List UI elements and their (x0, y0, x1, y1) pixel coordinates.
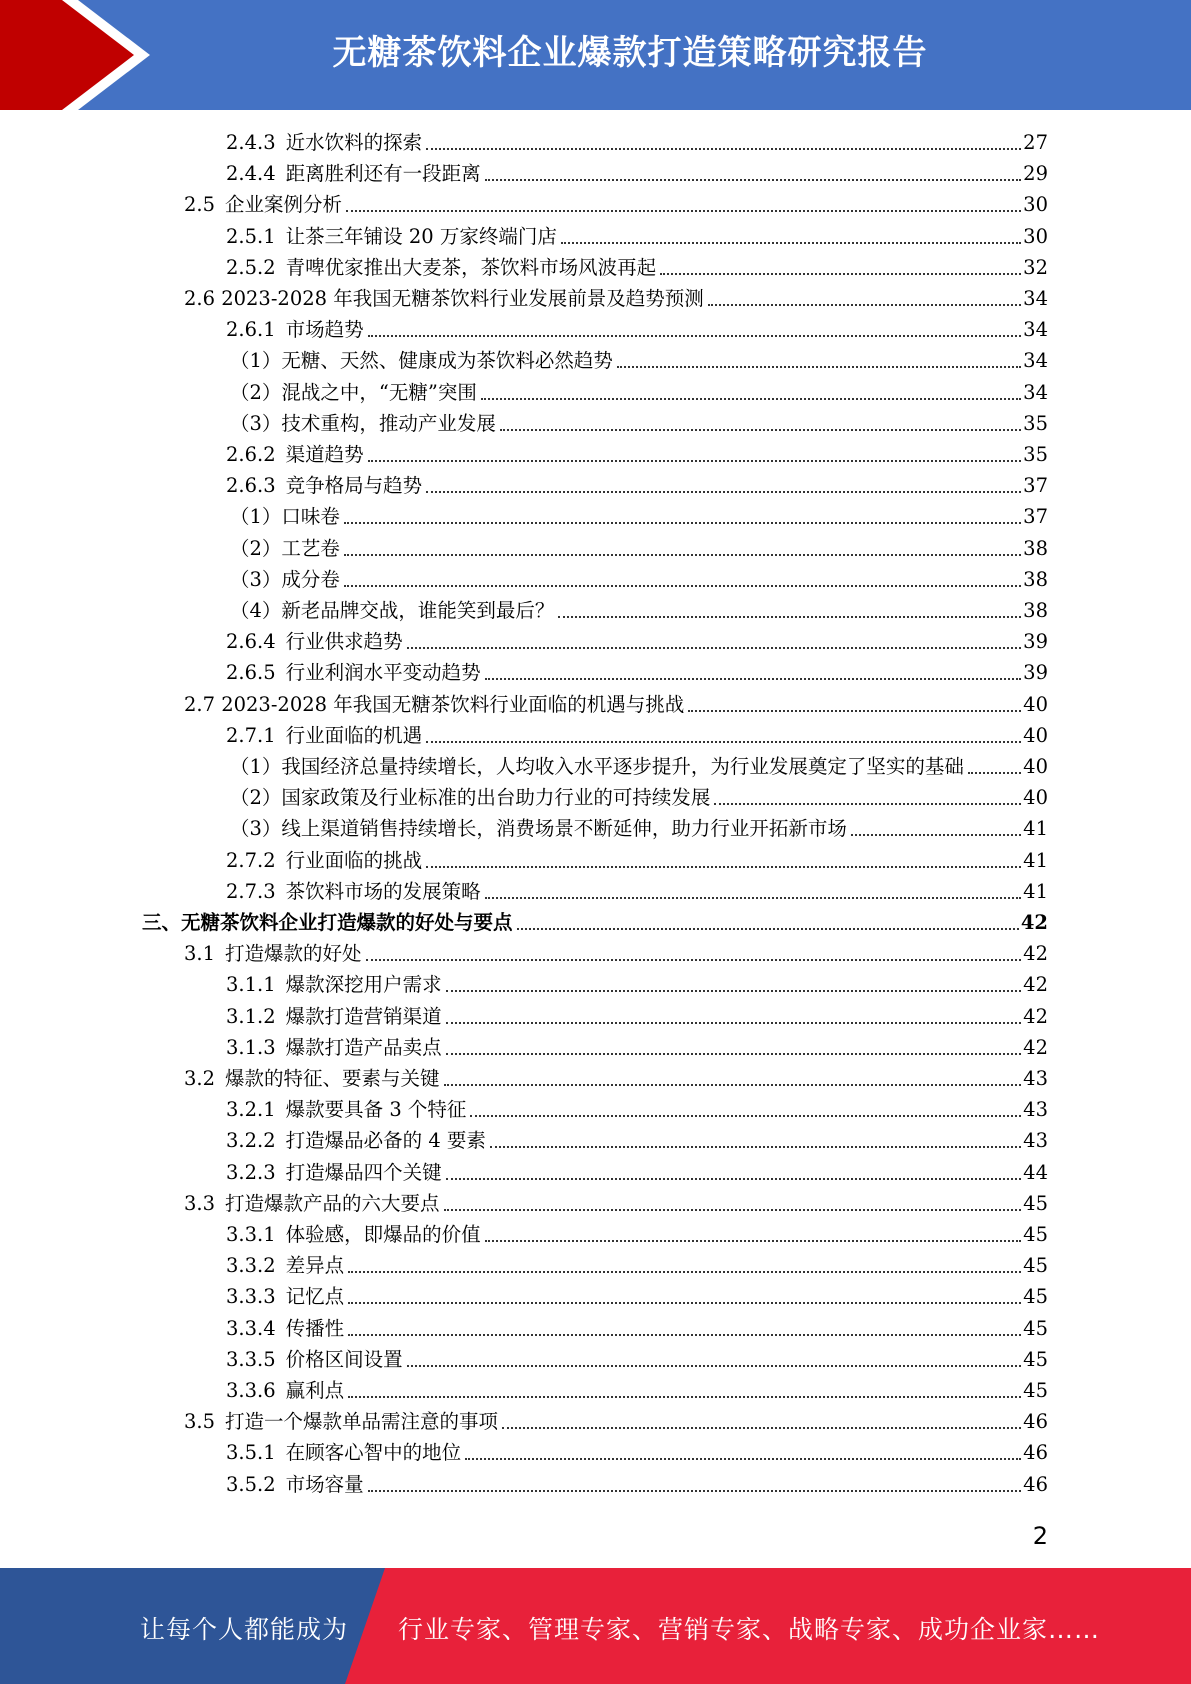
toc-entry[interactable] (230, 595, 1048, 626)
toc-entry[interactable] (226, 1375, 1048, 1406)
toc-entry[interactable] (226, 1219, 1048, 1250)
toc-entry-page: 42 (1023, 1004, 1048, 1028)
toc-entry-page: 45 (1023, 1379, 1048, 1402)
toc-entry-label (226, 314, 364, 345)
toc-entry-label (226, 158, 481, 189)
toc-entry-label (184, 938, 362, 969)
toc-entry[interactable] (226, 1094, 1048, 1125)
toc-entry-title: 爆款深挖用户需求 (285, 973, 442, 997)
toc-entry-number: 3.2.3 (226, 1160, 276, 1184)
toc-entry-number: 2.6.2 (226, 443, 276, 466)
toc-entry-title: 记忆点 (285, 1285, 345, 1309)
toc-entry-label (230, 813, 847, 844)
toc-entry-label (226, 657, 481, 688)
toc-entry-label (230, 533, 340, 564)
toc-entry-label (184, 283, 704, 314)
toc-leader-dots (426, 490, 1021, 493)
toc-entry-label (226, 876, 481, 907)
toc-entry-number: 3.3.1 (226, 1223, 276, 1246)
toc-entry-page: 29 (1023, 162, 1048, 186)
toc-entry-label (226, 1281, 344, 1312)
toc-entry-title: 青啤优家推出大麦茶，茶饮料市场风波再起 (285, 255, 657, 279)
footer-slogan-left: 让每个人都能成为 (140, 1615, 349, 1644)
toc-entry-title: 2.6 2023-2028 年我国无糖茶饮料行业发展前景及趋势预测 (184, 287, 704, 310)
toc-entry-title: （2）工艺卷 (230, 536, 340, 560)
toc-entry-title: 体验感，即爆品的价值 (285, 1223, 481, 1246)
toc-entry-title: （1）口味卷 (230, 505, 340, 529)
toc-entry-label (226, 127, 422, 158)
toc-entry-page: 45 (1023, 1191, 1048, 1215)
toc-entry-title: （3）技术重构，推动产业发展 (230, 411, 496, 435)
toc-entry-number: 2.6.5 (226, 661, 276, 685)
toc-leader-dots (344, 584, 1021, 587)
toc-entry-number: 2.6.4 (226, 630, 276, 654)
toc-entry[interactable] (230, 377, 1048, 408)
toc-entry[interactable] (226, 720, 1048, 751)
toc-leader-dots (485, 677, 1022, 680)
toc-entry-label (226, 1157, 442, 1188)
toc-leader-dots (368, 459, 1022, 462)
toc-entry[interactable] (226, 252, 1048, 283)
toc-entry-title: 距离胜利还有一段距离 (285, 162, 481, 186)
toc-leader-dots (968, 771, 1021, 774)
toc-entry-title: 2.7 2023-2028 年我国无糖茶饮料行业面临的机遇与挑战 (184, 692, 685, 716)
toc-entry-number: 2.7.3 (226, 879, 276, 903)
toc-entry-page: 41 (1023, 848, 1048, 872)
toc-entry[interactable] (230, 751, 1048, 782)
toc-entry-label (230, 595, 554, 626)
toc-entry-page: 42 (1023, 973, 1048, 997)
toc-entry-title: 企业案例分析 (225, 193, 343, 217)
toc-entry-page: 45 (1023, 1285, 1048, 1309)
toc-entry-number: 3.5 (184, 1410, 216, 1434)
toc-entry-label (226, 1437, 461, 1468)
toc-entry-label (226, 1094, 466, 1125)
toc-entry-label (226, 1032, 442, 1063)
toc-entry[interactable] (184, 1063, 1048, 1094)
toc-leader-dots (446, 1021, 1022, 1024)
toc-entry[interactable] (226, 1281, 1048, 1312)
toc-entry-label (226, 1125, 486, 1156)
toc-leader-dots (485, 896, 1022, 899)
toc-entry[interactable] (230, 501, 1048, 532)
toc-entry-page: 41 (1023, 817, 1048, 841)
toc-entry[interactable] (184, 1406, 1048, 1437)
toc-entry-title: 打造一个爆款单品需注意的事项 (225, 1410, 499, 1434)
toc-entry[interactable] (226, 127, 1048, 158)
toc-leader-dots (517, 927, 1019, 930)
toc-entry-label (226, 969, 442, 1000)
toc-leader-dots (348, 1395, 1021, 1398)
toc-entry[interactable] (142, 907, 1048, 938)
toc-entry[interactable] (226, 845, 1048, 876)
toc-entry-page: 27 (1023, 131, 1048, 154)
toc-entry-title: 行业面临的机遇 (285, 723, 423, 747)
toc-entry-number: 2.4.4 (226, 162, 276, 186)
toc-entry-number: 3.3.5 (226, 1347, 276, 1371)
toc-entry-number: 3.1.2 (226, 1004, 276, 1028)
toc-entry-title: 打造爆款产品的六大要点 (225, 1191, 440, 1215)
toc-entry-page: 39 (1023, 661, 1048, 685)
toc-entry[interactable] (230, 408, 1048, 439)
toc-entry-label (230, 377, 477, 408)
toc-entry-number: 2.5.1 (226, 224, 276, 248)
toc-entry-label (184, 1406, 498, 1437)
toc-entry-title: 价格区间设置 (285, 1347, 403, 1371)
toc-leader-dots (344, 521, 1021, 524)
toc-entry-label (226, 439, 364, 470)
toc-entry[interactable] (226, 1032, 1048, 1063)
toc-leader-dots (348, 1301, 1021, 1304)
toc-entry-number: 3.2 (184, 1067, 216, 1090)
toc-leader-dots (346, 209, 1021, 212)
toc-entry-label (184, 1188, 440, 1219)
toc-entry-label (184, 689, 684, 720)
page-header (0, 0, 1191, 110)
toc-entry-title: 赢利点 (285, 1379, 345, 1402)
toc-entry-number: 2.6.3 (226, 474, 276, 498)
toc-entry-label (230, 345, 613, 376)
toc-leader-dots (348, 1270, 1021, 1273)
toc-entry[interactable] (226, 626, 1048, 657)
toc-entry-page: 44 (1023, 1160, 1048, 1184)
toc-leader-dots (617, 365, 1021, 368)
toc-entry-page: 38 (1023, 567, 1048, 591)
toc-entry[interactable] (184, 938, 1048, 969)
toc-entry[interactable] (184, 189, 1048, 220)
toc-entry-page: 45 (1023, 1347, 1048, 1371)
toc-leader-dots (426, 740, 1021, 743)
toc-entry-label (226, 252, 656, 283)
toc-entry[interactable] (226, 657, 1048, 688)
toc-leader-dots (470, 1114, 1021, 1117)
toc-entry-label (230, 501, 340, 532)
toc-entry-label (226, 1219, 481, 1250)
toc-entry-number: 2.5 (184, 193, 216, 217)
toc-entry[interactable] (230, 813, 1048, 844)
toc-entry-number: 3.3.4 (226, 1316, 276, 1340)
toc-leader-dots (481, 397, 1021, 400)
toc-entry-page: 43 (1023, 1129, 1048, 1153)
toc-entry-number: 3.3.2 (226, 1254, 276, 1278)
toc-entry-number: 3.3.3 (226, 1285, 276, 1309)
toc-entry[interactable] (226, 439, 1048, 470)
toc-leader-dots (500, 428, 1021, 431)
toc-entry-page: 46 (1023, 1441, 1048, 1465)
toc-entry-label (226, 720, 422, 751)
toc-leader-dots (444, 1083, 1022, 1086)
toc-entry-page: 34 (1023, 380, 1048, 404)
toc-entry-page: 34 (1023, 318, 1048, 342)
toc-entry-title: 行业面临的挑战 (285, 848, 423, 872)
toc-entry-title: 市场容量 (285, 1472, 364, 1496)
toc-leader-dots (490, 1145, 1021, 1148)
toc-entry-title: 爆款打造营销渠道 (285, 1004, 442, 1028)
toc-entry-title: 爆款打造产品卖点 (285, 1035, 442, 1059)
toc-entry[interactable] (226, 221, 1048, 252)
toc-entry-page: 37 (1023, 505, 1048, 529)
toc-entry-page: 32 (1023, 255, 1048, 279)
toc-entry-label (226, 626, 403, 657)
toc-entry-number: 3.1.3 (226, 1035, 276, 1059)
toc-entry[interactable] (226, 1437, 1048, 1468)
toc-entry-page: 40 (1023, 723, 1048, 747)
toc-leader-dots (407, 646, 1022, 649)
toc-entry-title: 爆款要具备 3 个特征 (285, 1098, 467, 1122)
toc-entry-label (226, 221, 557, 252)
toc-leader-dots (851, 833, 1021, 836)
toc-leader-dots (446, 989, 1022, 992)
toc-leader-dots (446, 1177, 1022, 1180)
toc-entry-page: 46 (1023, 1410, 1048, 1434)
toc-entry-title: 行业利润水平变动趋势 (285, 661, 481, 685)
toc-entry-number: 3.3.6 (226, 1379, 276, 1402)
toc-entry-title: （1）无糖、天然、健康成为茶饮料必然趋势 (230, 349, 613, 373)
toc-entry[interactable] (226, 969, 1048, 1000)
toc-entry-page: 46 (1023, 1472, 1048, 1496)
toc-entry-page: 30 (1023, 193, 1048, 217)
toc-entry-title: 打造爆品必备的 4 要素 (285, 1129, 486, 1153)
toc-leader-dots (426, 865, 1021, 868)
toc-entry[interactable] (230, 345, 1048, 376)
page-footer (0, 1568, 1191, 1684)
toc-entry[interactable] (226, 1469, 1048, 1500)
toc-entry-title: （3）线上渠道销售持续增长，消费场景不断延伸，助力行业开拓新市场 (230, 817, 847, 841)
toc-entry-title: 打造爆品四个关键 (285, 1160, 442, 1184)
toc-entry-number: 3.3 (184, 1191, 216, 1215)
toc-leader-dots (348, 1333, 1021, 1336)
toc-entry-page: 34 (1023, 287, 1048, 310)
page-number: 2 (1032, 1522, 1048, 1550)
toc-entry-number: 3.5.1 (226, 1441, 276, 1465)
toc-leader-dots (660, 272, 1021, 275)
toc-entry-label (226, 1375, 344, 1406)
toc-entry[interactable] (184, 1188, 1048, 1219)
toc-entry-label (184, 189, 342, 220)
toc-entry-page: 40 (1023, 755, 1048, 778)
toc-entry-title: 差异点 (285, 1254, 345, 1278)
toc-entry-title: 打造爆款的好处 (225, 942, 362, 966)
toc-entry-number: 3.2.2 (226, 1129, 276, 1153)
toc-leader-dots (444, 1208, 1022, 1211)
toc-entry-number: 2.5.2 (226, 255, 276, 279)
toc-entry[interactable] (184, 689, 1048, 720)
toc-entry-label (230, 782, 710, 813)
toc-entry[interactable] (184, 283, 1048, 314)
toc-entry-page: 40 (1023, 692, 1048, 716)
toc-leader-dots (688, 709, 1021, 712)
toc-entry-page: 45 (1023, 1316, 1048, 1340)
toc-entry-label (142, 907, 513, 938)
toc-entry-page: 45 (1023, 1223, 1048, 1246)
toc-entry-number: 2.6.1 (226, 318, 276, 342)
toc-entry-title: 渠道趋势 (285, 443, 364, 466)
toc-entry-page: 42 (1020, 911, 1048, 934)
toc-entry-page: 42 (1023, 1035, 1048, 1059)
toc-entry-label (226, 845, 422, 876)
toc-entry-number: 2.7.1 (226, 723, 276, 747)
toc-leader-dots (714, 802, 1021, 805)
report-title: 无糖茶饮料企业爆款打造策略研究报告 (332, 33, 928, 73)
toc-entry-page: 38 (1023, 599, 1048, 622)
toc-entry-page: 43 (1023, 1067, 1048, 1090)
toc-entry[interactable] (226, 470, 1048, 501)
toc-entry[interactable] (230, 564, 1048, 595)
toc-entry-page: 42 (1023, 942, 1048, 966)
toc-leader-dots (561, 241, 1021, 244)
toc-entry-label (230, 751, 964, 782)
toc-entry-title: 茶饮料市场的发展策略 (285, 879, 481, 903)
toc-entry[interactable] (230, 782, 1048, 813)
toc-leader-dots (558, 615, 1021, 618)
toc-entry-label (230, 564, 340, 595)
toc-entry-title: （2）混战之中，“无糖”突围 (230, 380, 477, 404)
toc-entry-page: 41 (1023, 879, 1048, 903)
toc-entry[interactable] (226, 1250, 1048, 1281)
toc-leader-dots (344, 553, 1021, 556)
toc-entry-label (226, 470, 422, 501)
toc-entry-title: 让茶三年铺设 20 万家终端门店 (285, 224, 557, 248)
toc-entry[interactable] (226, 158, 1048, 189)
footer-slogan-right: 行业专家、管理专家、营销专家、战略专家、成功企业家…… (398, 1615, 1101, 1644)
toc-entry-title: 近水饮料的探索 (285, 131, 423, 154)
toc-entry[interactable] (226, 1125, 1048, 1156)
toc-entry-label (226, 1469, 364, 1500)
toc-entry-title: （4）新老品牌交战，谁能笑到最后？ (230, 599, 555, 622)
toc-entry-page: 35 (1023, 443, 1048, 466)
toc-entry-title: （2）国家政策及行业标准的出台助力行业的可持续发展 (230, 786, 711, 810)
toc-leader-dots (426, 147, 1021, 150)
toc-entry-title: 爆款的特征、要素与关键 (225, 1067, 440, 1090)
toc-entry[interactable] (226, 314, 1048, 345)
toc-leader-dots (465, 1457, 1021, 1460)
toc-entry-page: 40 (1023, 786, 1048, 810)
toc-entry-page: 30 (1023, 224, 1048, 248)
toc-entry-page: 38 (1023, 536, 1048, 560)
toc-leader-dots (366, 958, 1022, 961)
toc-leader-dots (708, 303, 1021, 306)
toc-entry-title: 传播性 (285, 1316, 345, 1340)
toc-entry-page: 34 (1023, 349, 1048, 373)
toc-leader-dots (407, 1364, 1022, 1367)
toc-entry[interactable] (226, 1157, 1048, 1188)
toc-entry-title: 竞争格局与趋势 (285, 474, 423, 498)
toc-leader-dots (368, 334, 1022, 337)
toc-entry-title: （3）成分卷 (230, 567, 340, 591)
header-arrow-decoration (0, 0, 150, 110)
toc-leader-dots (368, 1489, 1022, 1492)
toc-entry[interactable] (226, 876, 1048, 907)
toc-entry-title: 行业供求趋势 (285, 630, 403, 654)
toc-entry[interactable] (226, 1313, 1048, 1344)
toc-entry-title: 在顾客心智中的地位 (285, 1441, 462, 1465)
toc-entry-number: 3.1.1 (226, 973, 276, 997)
toc-leader-dots (485, 1239, 1022, 1242)
toc-entry[interactable] (230, 533, 1048, 564)
toc-entry-number: 3.2.1 (226, 1098, 276, 1122)
toc-leader-dots (485, 178, 1022, 181)
toc-entry-page: 37 (1023, 474, 1048, 498)
toc-entry[interactable] (226, 1344, 1048, 1375)
toc-entry-title: 三、无糖茶饮料企业打造爆款的好处与要点 (142, 911, 513, 934)
toc-leader-dots (502, 1426, 1021, 1429)
toc-entry-number: 3.5.2 (226, 1472, 276, 1496)
toc-entry[interactable] (226, 1001, 1048, 1032)
toc-entry-number: 2.7.2 (226, 848, 276, 872)
toc-entry-page: 39 (1023, 630, 1048, 654)
toc-entry-number: 2.4.3 (226, 131, 276, 154)
toc-entry-label (184, 1063, 440, 1094)
toc-entry-page: 35 (1023, 411, 1048, 435)
toc-entry-label (226, 1001, 442, 1032)
toc-entry-label (226, 1313, 344, 1344)
toc-entry-title: 市场趋势 (285, 318, 364, 342)
toc-entry-page: 43 (1023, 1098, 1048, 1122)
toc-entry-label (226, 1250, 344, 1281)
toc-entry-number: 3.1 (184, 942, 216, 966)
toc-entry-page: 45 (1023, 1254, 1048, 1278)
toc-entry-label (226, 1344, 403, 1375)
toc-leader-dots (446, 1052, 1022, 1055)
toc-entry-label (230, 408, 496, 439)
toc-entry-title: （1）我国经济总量持续增长，人均收入水平逐步提升，为行业发展奠定了坚实的基础 (230, 755, 964, 778)
